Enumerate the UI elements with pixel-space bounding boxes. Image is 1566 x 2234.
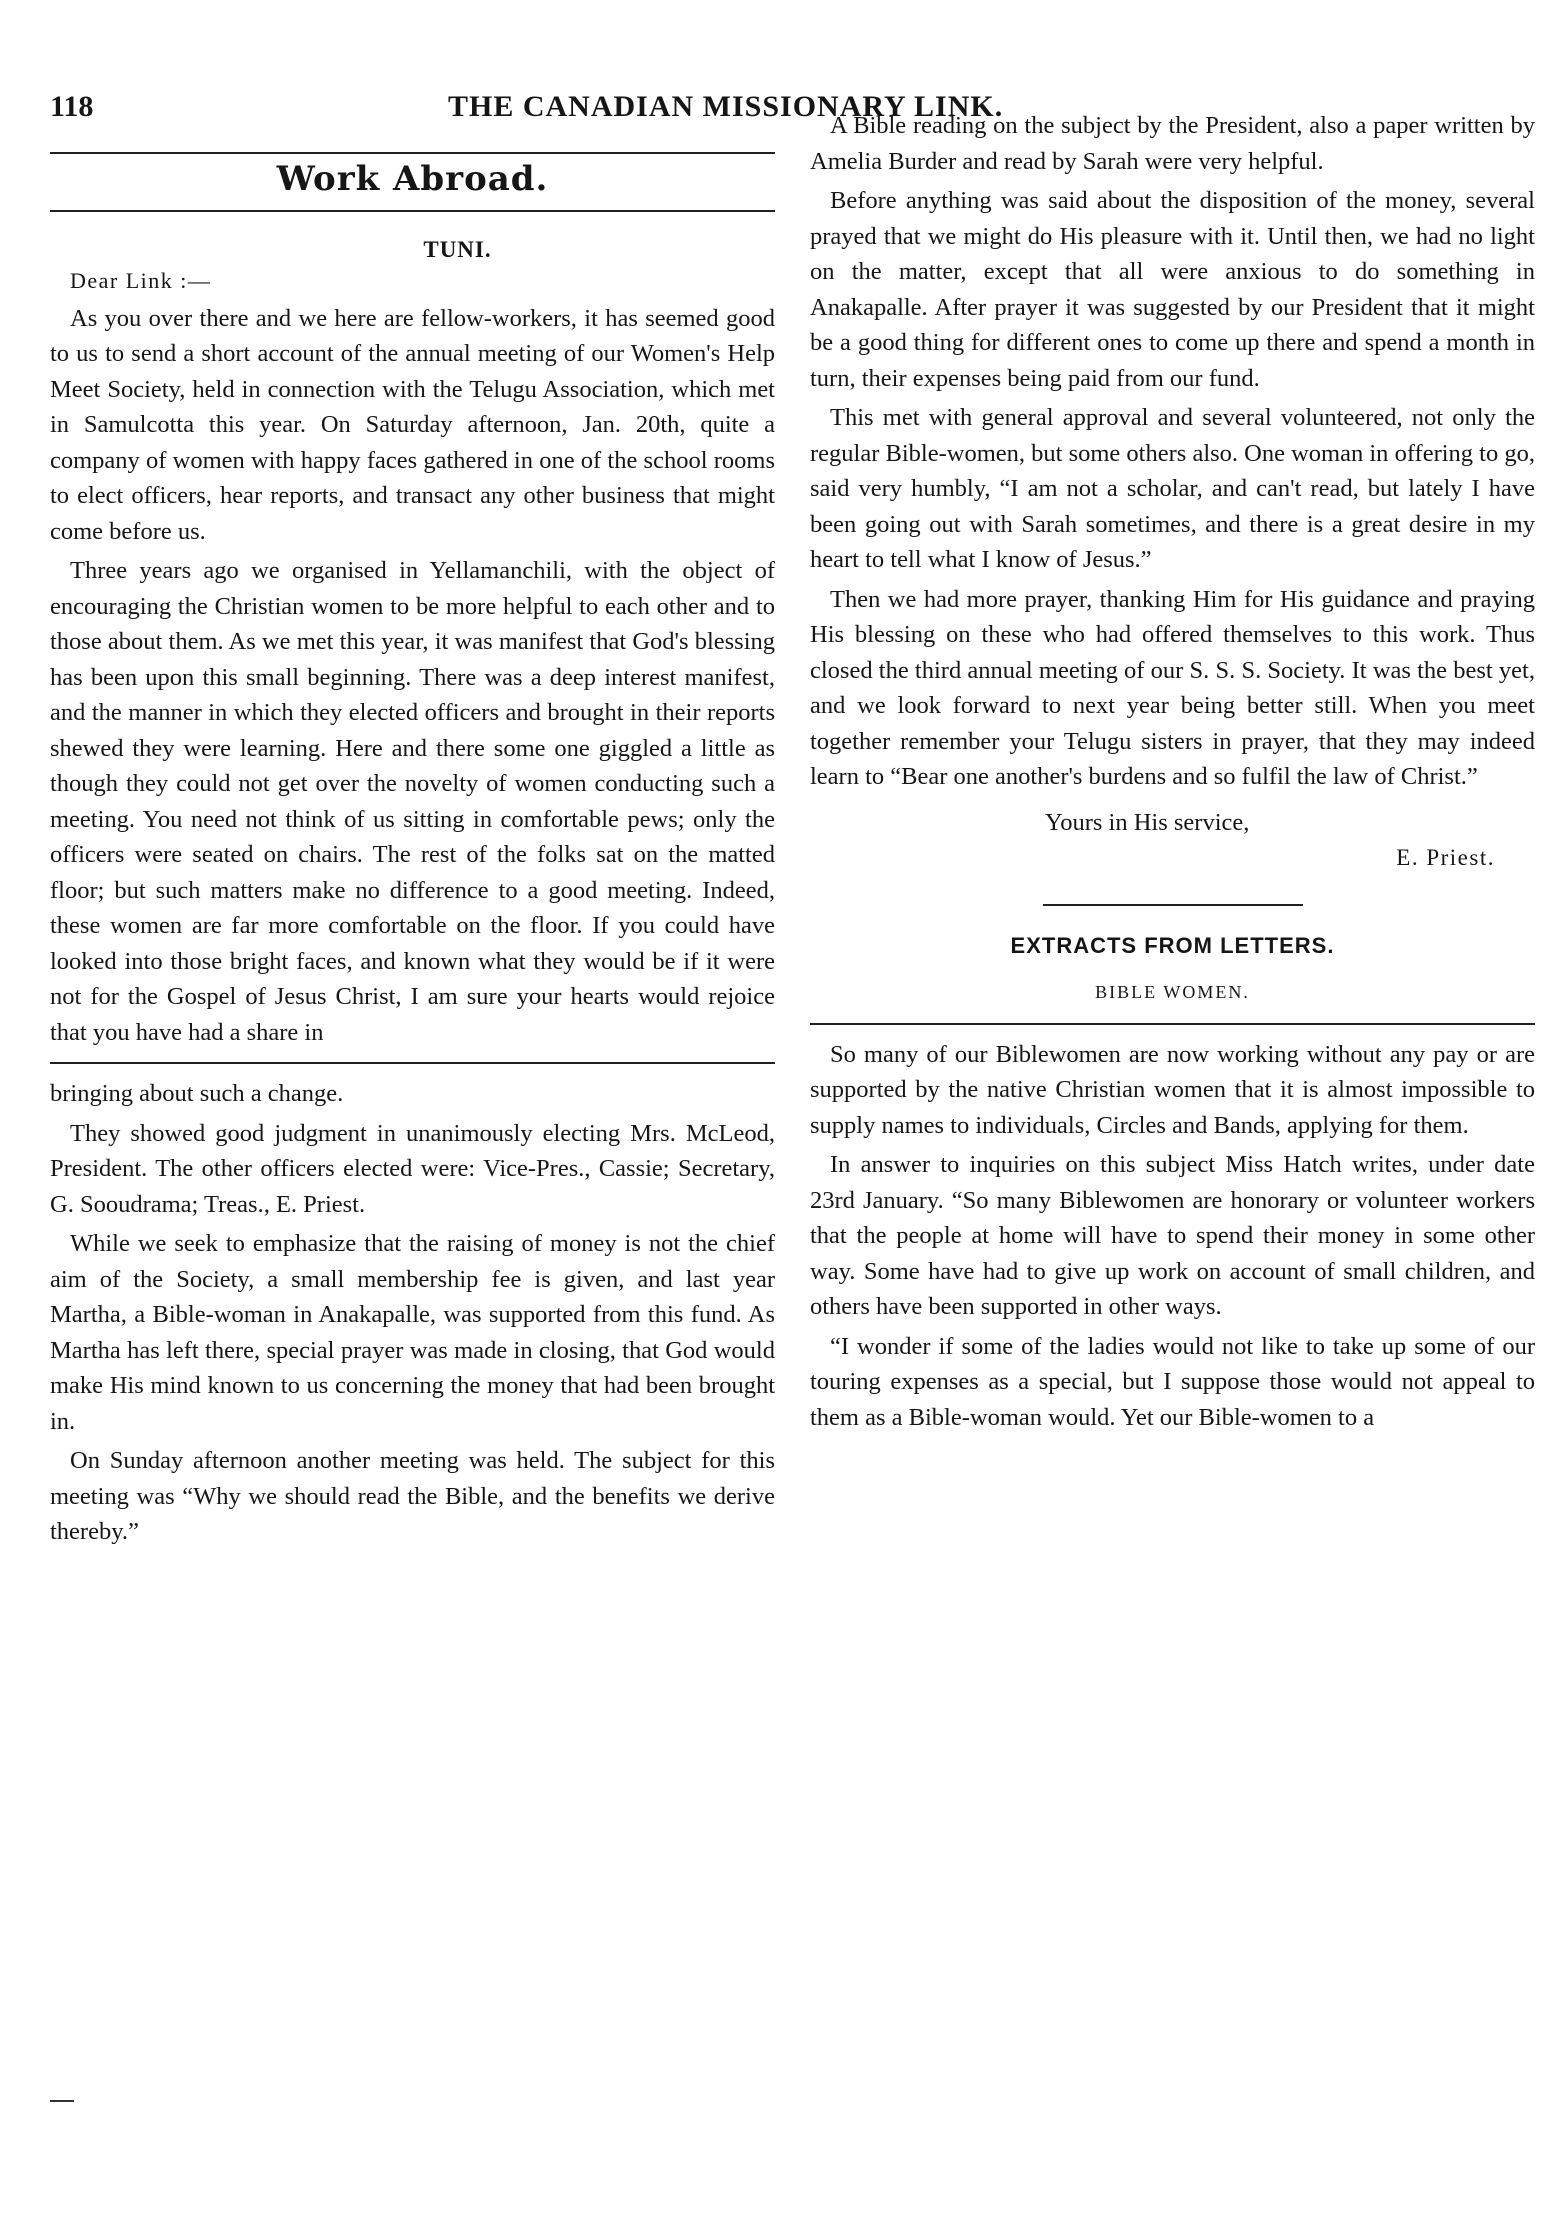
right-column <box>810 108 1535 1435</box>
paragraph: A Bible reading on the subject by the President, also a paper written by Amelia Burder and read by Sarah were very helpful. <box>810 112 1535 175</box>
paragraph: In answer to inquiries on this subject Miss Hatch writes, under date 23rd January. “So many Biblewomen are honorary or volunteer workers that the people at home will have to spend their money in some other way. Some have had to give up work on account of small children, and others have been supported in other ways. <box>810 1151 1535 1320</box>
paragraph: Three years ago we organised in Yellamanchili, with the object of encouraging the Christian women to be more helpful to each other and to those about them. As we met this year, it was manifest that God's blessing has been upon this small beginning. There was a deep interest manifest, and the manner in which they elected officers and brought in their reports shewed they were learning. Here and there some one giggled a little as though they could not get over the novelty of women conducting such a meeting. You need not think of us sitting in comfortable pews; only the officers were seated on chairs. The rest of the folks sat on the matted floor; but such matters make no difference to a good meeting. Indeed, these women are far more comfortable on the floor. If you could have looked into those bright faces, and known what they would be if it were not for the Gospel of Jesus Christ, I am sure your hearts would rejoice that you have had a share in <box>50 557 775 1046</box>
signature: E. Priest. <box>1396 845 1495 870</box>
paragraph: As you over there and we here are fellow-workers, it has seemed good to us to send a short account of the annual meeting of our Women's Help Meet Society, held in connection with the Telugu Association, which met in Samulcotta this year. On Saturday afternoon, Jan. 20th, quite a company of women with happy faces gathered in one of the school rooms to elect officers, hear reports, and transact any other business that might come before us. <box>50 304 775 545</box>
divider <box>50 1062 775 1064</box>
section-title: Work Abroad. <box>50 152 775 212</box>
extracts-heading: EXTRACTS FROM LETTERS. <box>1010 932 1335 958</box>
paragraph: They showed good judgment in unanimously electing Mrs. McLeod, President. The other officers elected were: Vice-Pres., Cassie; Secretary, G. Sooudrama; Treas., E. Priest. <box>50 1119 775 1218</box>
left-column <box>50 138 775 1550</box>
divider <box>810 1023 1535 1025</box>
paragraph: This met with general approval and several volunteered, not only the regular Bible-women, but some others also. One woman in offering to go, said very humbly, “I am not a scholar, and can't read, but lately I have been going out with Sarah sometimes, and there is a great desire in my heart to tell what I know of Jesus.” <box>810 404 1535 573</box>
divider <box>1043 904 1303 906</box>
paragraph: Before anything was said about the disposition of the money, several prayed that we might do His pleasure with it. Until then, we had no light on the matter, except that all were anxious to do something in Anakapalle. After prayer it was suggested by our President that it might be a good thing for different ones to come up there and spend a month in turn, their expenses being paid from our fund. <box>810 187 1535 392</box>
paragraph: Then we had more prayer, thanking Him for His guidance and praying His blessing on these who had offered themselves to this work. Thus closed the third annual meeting of our S. S. S. Society. It was the best yet, and we look forward to next year being better still. When you meet together remember your Telugu sisters in prayer, that they may indeed learn to “Bear one another's burdens and so fulfil the law of Christ.” <box>810 585 1535 790</box>
paragraph: bringing about such a change. <box>50 1080 344 1107</box>
place-heading: TUNI. <box>423 236 492 262</box>
page-number: 118 <box>50 90 94 123</box>
page-mark <box>50 2100 74 2102</box>
paragraph: “I wonder if some of the ladies would not like to take up some of our touring expenses as a special, but I suppose those would not appeal to them as a Bible-woman would. Yet our Bible-women to a <box>810 1332 1535 1431</box>
running-title: THE CANADIAN MISSIONARY LINK. <box>448 90 1004 123</box>
paragraph: On Sunday afternoon another meeting was held. The subject for this meeting was “Why we should read the Bible, and the benefits we derive thereby.” <box>50 1447 775 1545</box>
paragraph: While we seek to emphasize that the raising of money is not the chief aim of the Society, a small membership fee is given, and last year Martha, a Bible-woman in Anakapalle, was supported from this fund. As Martha has left there, special prayer was made in closing, that God would make His mind known to us concerning the money that had been brought in. <box>50 1230 775 1435</box>
letter-closing: Yours in His service, <box>1045 808 1250 836</box>
extracts-subheading: BIBLE WOMEN. <box>1095 982 1250 1002</box>
paragraph: So many of our Biblewomen are now working without any pay or are supported by the native Christian women that it is almost impossible to supply names to individuals, Circles and Bands, applying for them. <box>810 1040 1535 1139</box>
salutation: Dear Link :— <box>70 268 212 293</box>
